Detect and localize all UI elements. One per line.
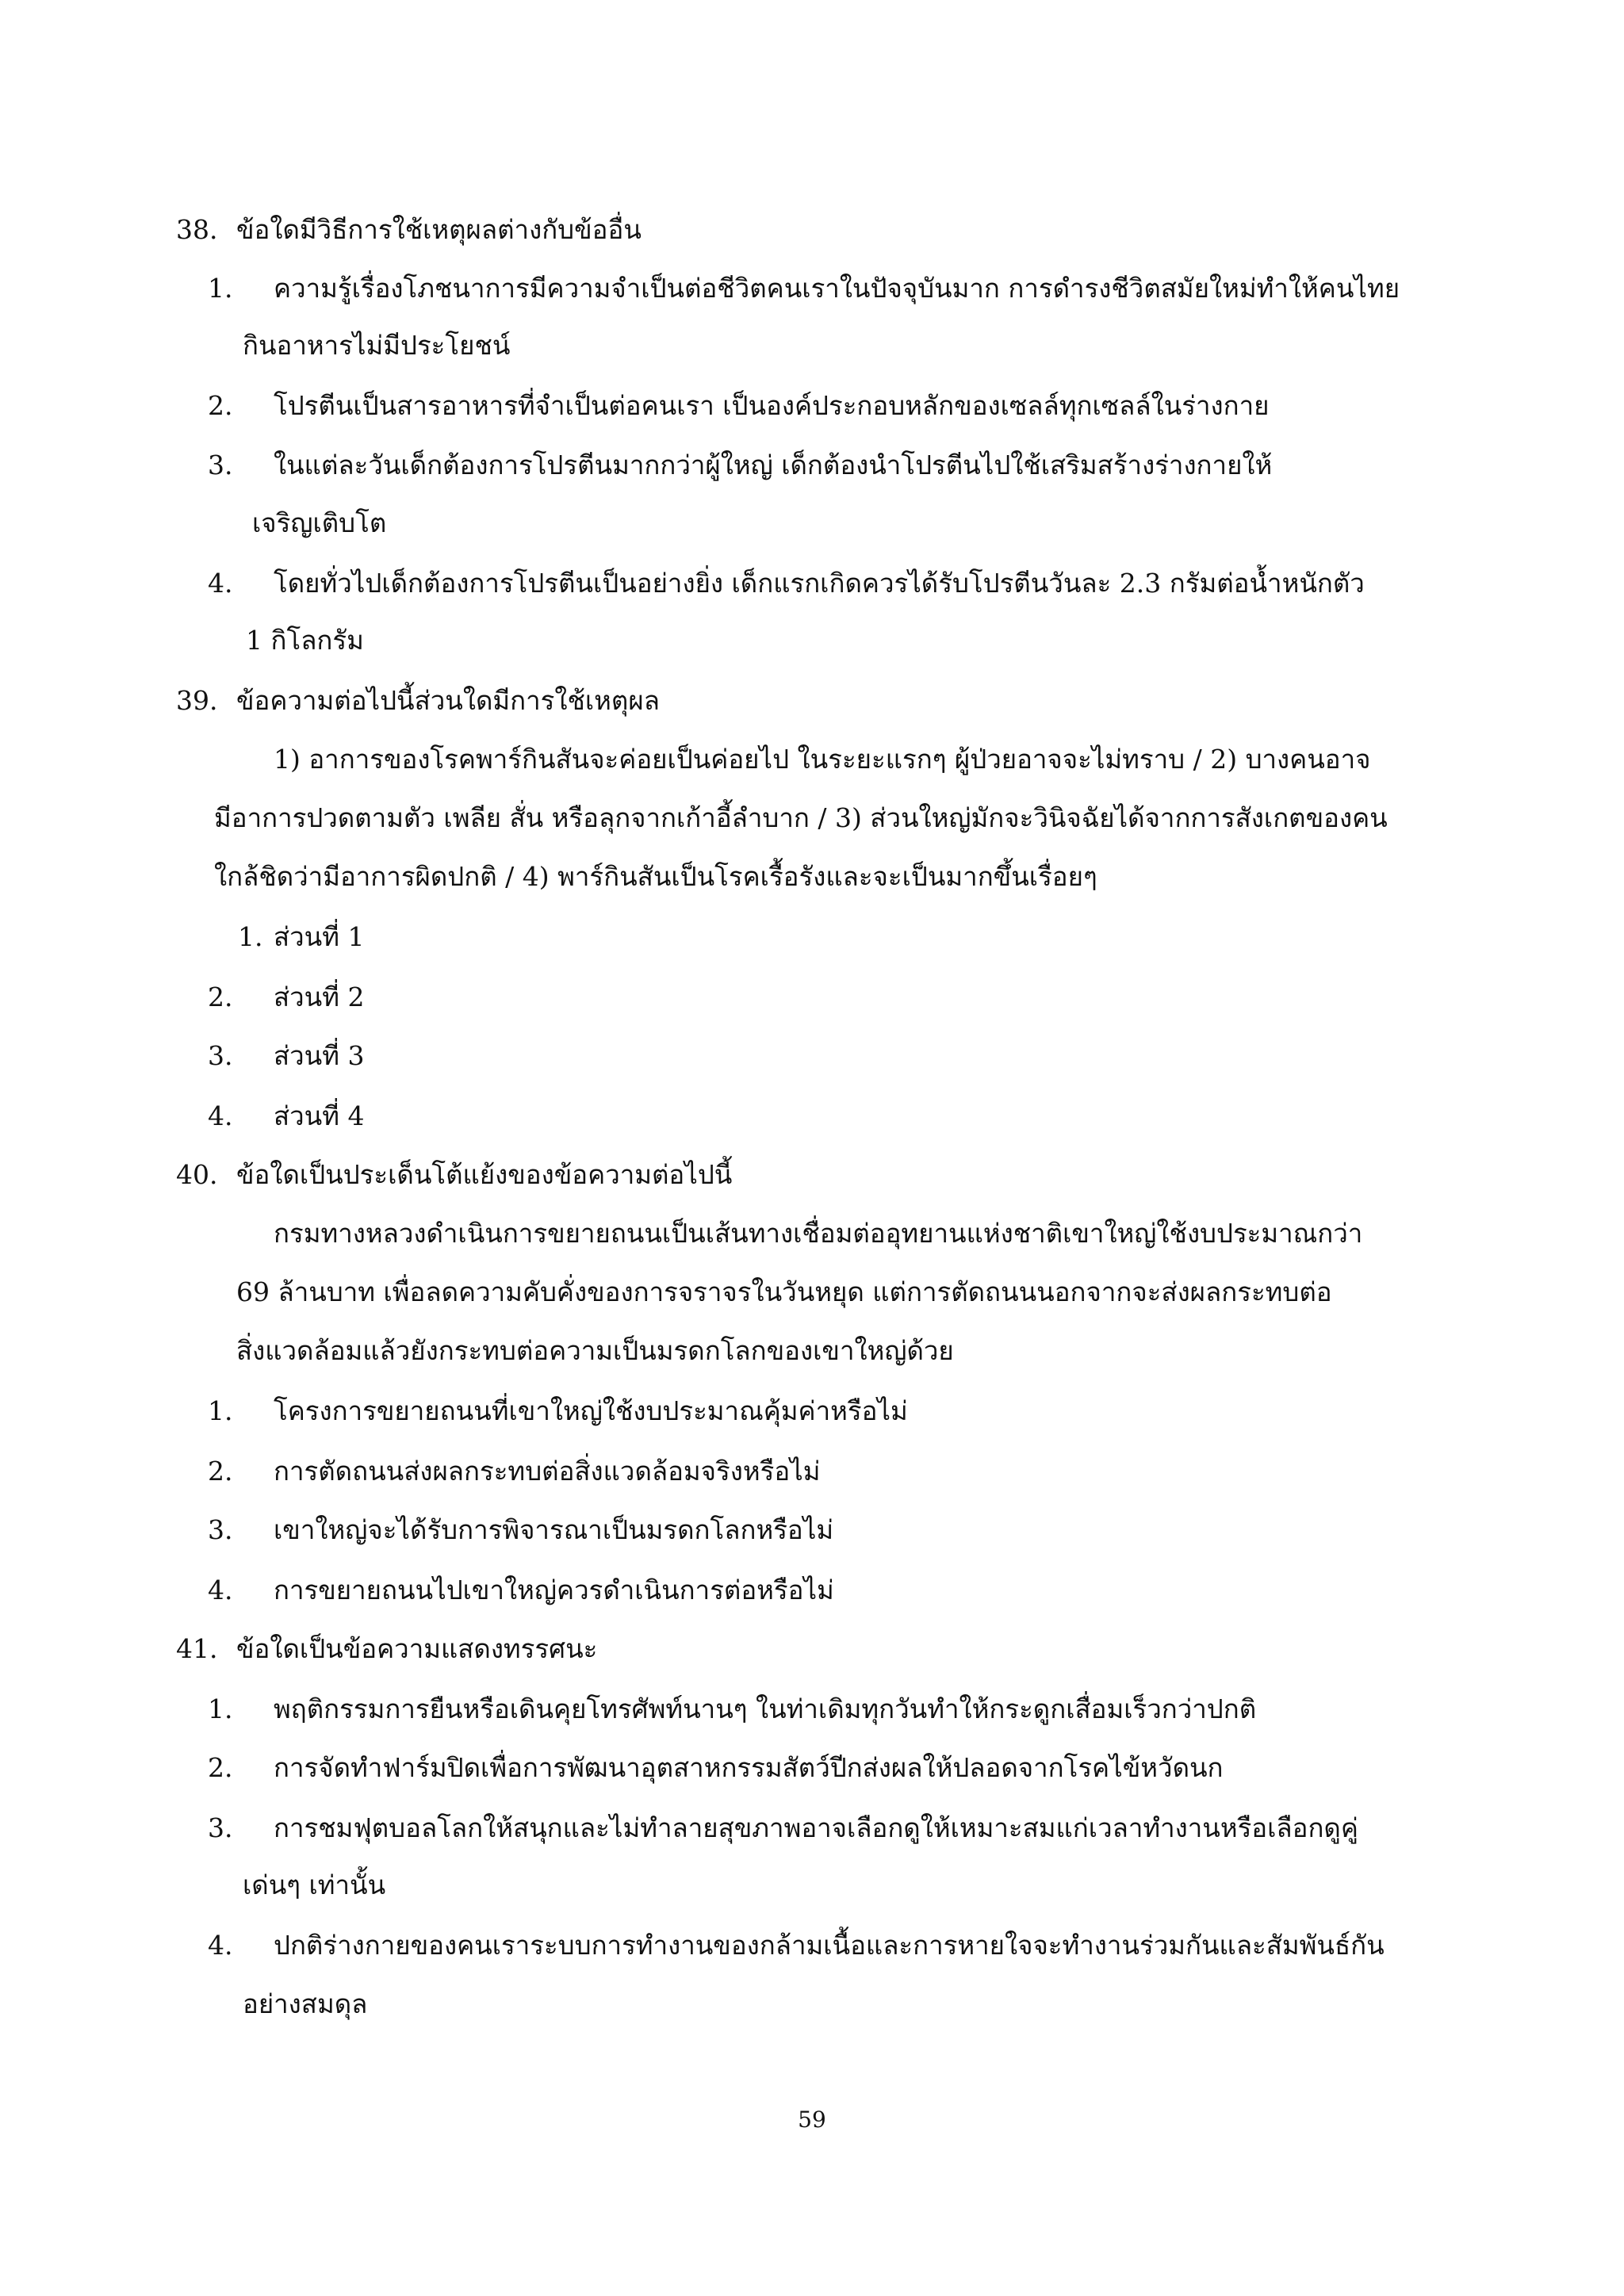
option-number: 4. [208,568,233,599]
option-number: 4. [208,1575,233,1605]
question-text: ข้อใดเป็นข้อความแสดงทรรศนะ [236,1633,598,1664]
option-text: เขาใหญ่จะได้รับการพิจารณาเป็นมรดกโลกหรือไม่ [274,1514,834,1545]
option-text: พฤติกรรมการยืนหรือเดินคุยโทรศัพท์นานๆ ในท่าเดิมทุกวันทำให้กระดูกเสื่อมเร็วกว่าปกติ [274,1693,1257,1724]
question-text: ข้อใดมีวิธีการใช้เหตุผลต่างกับข้ออื่น [236,214,642,245]
option-text: การตัดถนนส่งผลกระทบต่อสิ่งแวดล้อมจริงหรือไม่ [274,1456,821,1487]
option-text: ปกติร่างกายของคนเราระบบการทำงานของกล้ามเนื้อและการหายใจจะทำงานร่วมกันและสัมพันธ์กัน [274,1930,1385,1961]
option-text-continuation: 1 กิโลกรัม [246,625,364,656]
question-text: ข้อความต่อไปนี้ส่วนใดมีการใช้เหตุผล [236,685,660,716]
option-number: 2. [208,982,233,1012]
option-text: โดยทั่วไปเด็กต้องการโปรตีนเป็นอย่างยิ่ง เด็กแรกเกิดควรได้รับโปรตีนวันละ 2.3 กรัมต่อน้ำหนักตัว [274,568,1365,599]
option-number: 3. [208,1514,233,1545]
option-number: 3. [208,1040,233,1071]
option-number: 1. [208,273,233,304]
option-number: 4. [208,1100,233,1131]
page-number: 59 [798,2107,826,2133]
option-text-continuation: เจริญเติบโต [252,507,387,538]
option-text: ในแต่ละวันเด็กต้องการโปรตีนมากกว่าผู้ใหญ่ เด็กต้องนำโปรตีนไปใช้เสริมสร้างร่างกายให้ [274,450,1273,480]
option-number: 4. [208,1930,233,1961]
question-text: ข้อใดเป็นประเด็นโต้แย้งของข้อความต่อไปนี้ [236,1159,733,1190]
question-number: 39. [176,685,218,716]
option-number: 3. [208,450,233,480]
option-number: 2. [208,1456,233,1487]
option-text: การขยายถนนไปเขาใหญ่ควรดำเนินการต่อหรือไม่ [274,1575,834,1605]
passage-line: กรมทางหลวงดำเนินการขยายถนนเป็นเส้นทางเชื่อมต่ออุทยานแห่งชาติเขาใหญ่ใช้งบประมาณกว่า [274,1218,1363,1249]
option-text-continuation: กินอาหารไม่มีประโยชน์ [243,330,511,361]
question-number: 38. [176,214,218,245]
option-number: 1. [208,1693,233,1724]
passage-line: 69 ล้านบาท เพื่อลดความคับคั่งของการจราจรในวันหยุด แต่การตัดถนนนอกจากจะส่งผลกระทบต่อ [236,1276,1332,1307]
option-text: การจัดทำฟาร์มปิดเพื่อการพัฒนาอุตสาหกรรมสัตว์ปีกส่งผลให้ปลอดจากโรคไข้หวัดนก [274,1752,1224,1783]
option-number: 3. [208,1812,233,1843]
passage-line: มีอาการปวดตามตัว เพลีย สั่น หรือลุกจากเก้าอี้ลำบาก / 3) ส่วนใหญ่มักจะวินิจฉัยได้จากการสังเกตของคน [214,802,1388,833]
option-text: ส่วนที่ 4 [274,1100,365,1131]
option-text: การชมฟุตบอลโลกให้สนุกและไม่ทำลายสุขภาพอาจเลือกดูให้เหมาะสมแก่เวลาทำงานหรือเลือกดูคู่ [274,1812,1358,1843]
option-text-continuation: เด่นๆ เท่านั้น [243,1869,386,1900]
option-text: ส่วนที่ 2 [274,982,365,1012]
option-text: โครงการขยายถนนที่เขาใหญ่ใช้งบประมาณคุ้มค่าหรือไม่ [274,1395,908,1426]
option-text-continuation: อย่างสมดุล [243,1988,368,2019]
option-text: โปรตีนเป็นสารอาหารที่จำเป็นต่อคนเรา เป็นองค์ประกอบหลักของเซลล์ทุกเซลล์ในร่างกาย [274,390,1270,421]
option-text: ส่วนที่ 1 [274,921,365,952]
passage-line: ใกล้ชิดว่ามีอาการผิดปกติ / 4) พาร์กินสันเป็นโรคเรื้อรังและจะเป็นมากขึ้นเรื่อยๆ [214,861,1097,892]
option-number: 2. [208,390,233,421]
option-text: ความรู้เรื่องโภชนาการมีความจำเป็นต่อชีวิตคนเราในปัจจุบันมาก การดำรงชีวิตสมัยใหม่ทำให้คนไทย [274,273,1400,304]
question-number: 41. [176,1633,218,1664]
option-text: ส่วนที่ 3 [274,1040,365,1071]
option-number: 1. [238,921,263,952]
passage-line: 1) อาการของโรคพาร์กินสันจะค่อยเป็นค่อยไป ในระยะแรกๆ ผู้ป่วยอาจจะไม่ทราบ / 2) บางคนอาจ [274,744,1371,775]
passage-line: สิ่งแวดล้อมแล้วยังกระทบต่อความเป็นมรดกโลกของเขาใหญ่ด้วย [236,1335,954,1366]
option-number: 1. [208,1395,233,1426]
option-number: 2. [208,1752,233,1783]
question-number: 40. [176,1159,218,1190]
